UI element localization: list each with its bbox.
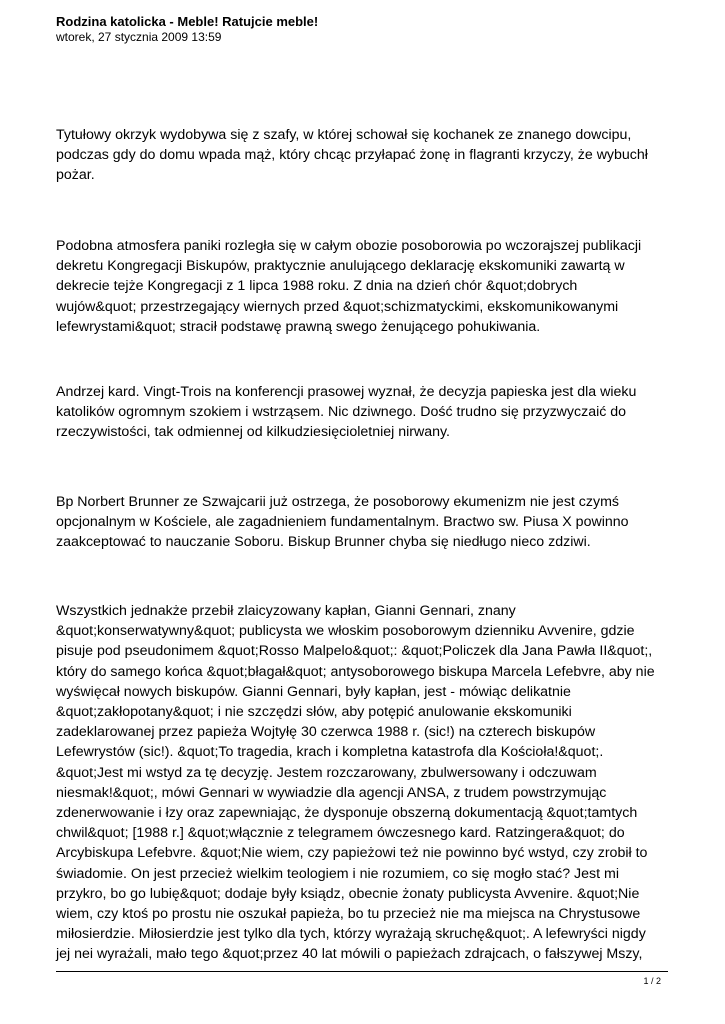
paragraph-line: wujów&quot; przestrzegający wiernych przed &quot;schizmatyckimi, ekskomunikowanymi bbox=[56, 298, 619, 315]
article-paragraph-4 bbox=[56, 492, 681, 553]
paragraph-line: Lefewrystów (sic!). &quot;To tragedia, krach i kompletna katastrofa dla Kościoła!&quot;. bbox=[56, 744, 604, 761]
paragraph-line: Bp Norbert Brunner ze Szwajcarii już ostrzega, że posoborowy ekumenizm nie jest czymś bbox=[56, 494, 619, 510]
paragraph-line: &quot;zakłopotany&quot; i nie szczędzi słów, aby potępić anulowanie ekskomuniki bbox=[56, 704, 572, 721]
article-paragraph-5 bbox=[56, 601, 681, 965]
document-header bbox=[56, 13, 696, 45]
paragraph-line: dekretu Kongregacji Biskupów, praktycznie anulującego deklarację ekskomuniki zawartą w bbox=[56, 258, 625, 275]
paragraph-line: świadomie. On jest przecież wielkim teologiem i nie rozumiem, co się mogło stać? Jest mi bbox=[56, 865, 619, 882]
paragraph-line: podczas gdy do domu wpada mąż, który chcąc przyłapać żonę in flagranti krzyczy, że wybuchł bbox=[56, 147, 648, 164]
article-paragraph-1 bbox=[56, 125, 681, 186]
paragraph-line: zdenerwowanie i łzy oraz zapewniając, że dysponuje obszerną dokumentacją &quot;tamtych bbox=[56, 805, 638, 822]
paragraph-line: zaakceptować to nauczanie Soboru. Biskup Brunner chyba się niedługo nieco zdziwi. bbox=[56, 534, 591, 551]
paragraph-line: pożar. bbox=[56, 167, 95, 184]
footer-divider bbox=[56, 971, 668, 972]
paragraph-line: Tytułowy okrzyk wydobywa się z szafy, w której schował się kochanek ze znanego dowcipu, bbox=[56, 127, 632, 143]
paragraph-line: Andrzej kard. Vingt-Trois na konferencji prasowej wyznał, że decyzja papieska jest dla wieku bbox=[56, 384, 637, 400]
paragraph-line: Wszystkich jednakże przebił zlaicyzowany kapłan, Gianni Gennari, znany bbox=[56, 603, 516, 619]
paragraph-line: &quot;konserwatywny&quot; publicysta we włoskim posoborowym dzienniku Avvenire, gdzie bbox=[56, 623, 635, 640]
page-number: 1 / 2 bbox=[643, 976, 661, 986]
article-paragraph-3 bbox=[56, 382, 681, 443]
article-date: wtorek, 27 stycznia 2009 13:59 bbox=[56, 30, 222, 44]
paragraph-line: zadeklarowanej przez papieża Wojtyłę 30 czerwca 1988 r. (sic!) na czterech biskupów bbox=[56, 724, 596, 741]
paragraph-line: przykro, bo go lubię&quot; dodaje były ksiądz, obecnie żonaty publicysta Avvenire. &quot;Nie bbox=[56, 885, 640, 902]
paragraph-line: wiem, czy ktoś po prostu nie oszukał papieża, bo tu przecież nie ma miejsca na Chrystusowe bbox=[56, 906, 641, 923]
article-paragraph-2 bbox=[56, 236, 681, 337]
paragraph-line: Podobna atmosfera paniki rozległa się w całym obozie posoborowia po wczorajszej publikacji bbox=[56, 238, 642, 254]
paragraph-line: chwil&quot; [1988 r.] &quot;włącznie z telegramem ówczesnego kard. Ratzingera&quot; do bbox=[56, 825, 625, 842]
paragraph-line: katolików ogromnym szokiem i wstrząsem. Nic dziwnego. Dość trudno się przyzwyczaić do bbox=[56, 404, 627, 421]
paragraph-line: Arcybiskupa Lefebvre. &quot;Nie wiem, czy papieżowi też nie powinno być wstyd, czy zrobił to bbox=[56, 845, 648, 862]
paragraph-line: &quot;Jest mi wstyd za tę decyzję. Jestem rozczarowany, zbulwersowany i odczuwam bbox=[56, 764, 597, 781]
paragraph-line: opcjonalnym w Kościele, ale zagadnieniem fundamentalnym. Bractwo sw. Piusa X powinno bbox=[56, 514, 629, 531]
paragraph-line: rzeczywistości, tak odmiennej od kilkudziesięcioletniej nirwany. bbox=[56, 424, 451, 441]
paragraph-line: miłosierdzie. Miłosierdzie jest tylko dla tych, którzy wyrażają skruchę&quot;. A lefewryści nigdy bbox=[56, 926, 646, 943]
paragraph-line: wyświęcał nowych biskupów. Gianni Gennari, były kapłan, jest - mówiąc delikatnie bbox=[56, 683, 571, 700]
paragraph-line: jej nei wyrażali, mało tego &quot;przez 40 lat mówili o papieżach zdrajcach, o fałszywej Mszy, bbox=[56, 946, 643, 963]
article-title: Rodzina katolicka - Meble! Ratujcie meble! bbox=[56, 14, 319, 29]
paragraph-line: niesmak!&quot;, mówi Gennari w wywiadzie dla agencji ANSA, z trudem powstrzymując bbox=[56, 784, 607, 801]
paragraph-line: dekrecie tejże Kongregacji z 1 lipca 1988 roku. Z dnia na dzień chór &quot;dobrych bbox=[56, 278, 578, 295]
paragraph-line: pisuje pod pseudonimem &quot;Rosso Malpelo&quot;: &quot;Policzek dla Jana Pawła II&quot;, bbox=[56, 643, 653, 660]
paragraph-line: lefewrystami&quot; stracił podstawę prawną swego żenującego pohukiwania. bbox=[56, 318, 541, 335]
paragraph-line: który do samego końca &quot;błagał&quot; antysoborowego biskupa Marcela Lefebvre, aby nie bbox=[56, 663, 655, 680]
